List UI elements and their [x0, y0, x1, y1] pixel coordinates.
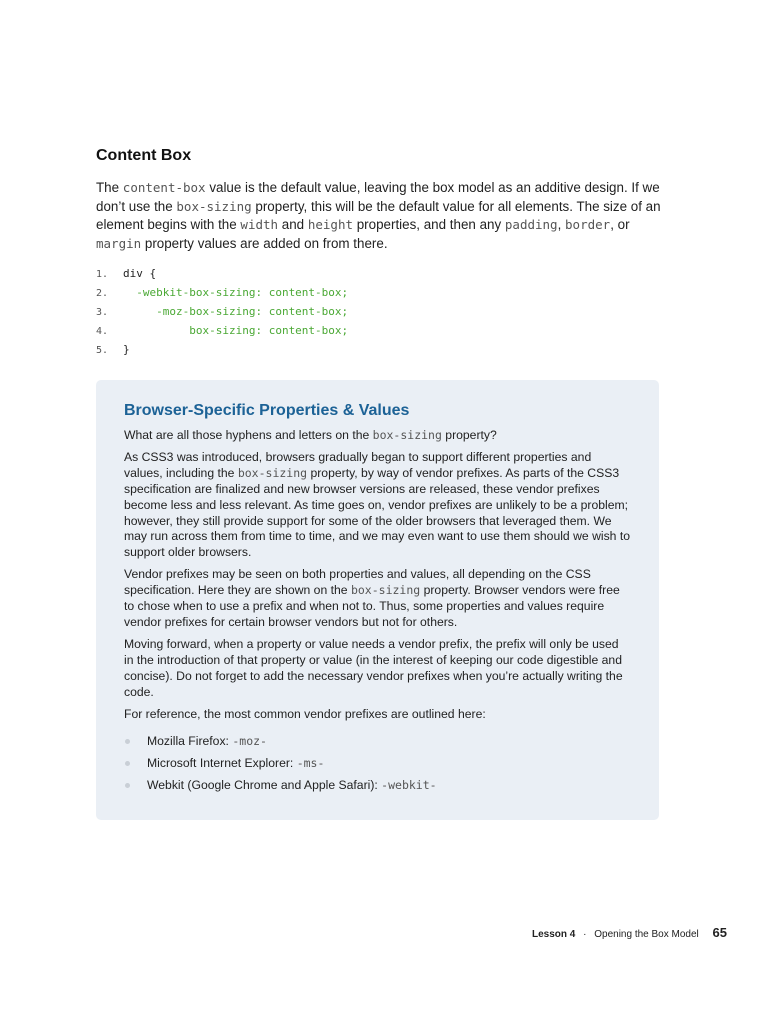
text-run: For reference, the most common vendor prefixes are outlined here:	[124, 706, 486, 721]
code-text: -moz-box-sizing: content-box;	[123, 305, 349, 318]
inline-code: box-sizing	[372, 428, 442, 442]
prefix-code: -webkit-	[381, 778, 437, 793]
inline-code: border	[565, 217, 611, 233]
text-run: Vendor prefixes may be seen on both properties and values, all depending on the CSS specification. Here they are shown on the	[124, 567, 591, 598]
code-line	[96, 302, 656, 321]
prefix-label: Mozilla Firefox:	[147, 734, 233, 749]
code-text: box-sizing: content-box;	[123, 324, 349, 337]
text-run: property, by way of vendor prefixes. As parts of the CSS3 specification are finalized and new browser versions are released, these vendor prefixes become less and less relevant. As time goes on, vendor prefixes are unlikely to be a problem; however, they still provide support for some of the older browsers that leveraged them. We may run across them from time to time, and we may even want to use them should we wish to support older browsers.	[124, 465, 630, 560]
vendor-prefix-item	[124, 730, 631, 752]
text-run: Moving forward, when a property or value needs a vendor prefix, the prefix will only be used in the introduction of that property or value (in the interest of keeping our code digestible and concise). Do not forget to add the necessary vendor prefixes when you’re actually writing the code.	[124, 636, 623, 699]
text-run: What are all those hyphens and letters on the	[124, 428, 373, 442]
sidebar-paragraph	[124, 637, 631, 701]
inline-code: box-sizing	[350, 583, 421, 598]
vendor-prefix-item	[124, 774, 631, 796]
text-run: property values are added on from there.	[141, 235, 388, 251]
line-number: 2.	[96, 288, 109, 299]
inline-code: padding	[504, 217, 558, 233]
line-number: 3.	[96, 307, 109, 318]
text-run: The	[96, 180, 123, 195]
footer-lesson: Lesson 4	[531, 929, 576, 940]
code-line	[96, 340, 656, 359]
text-run: property, this will be the default value for all elements. The size of an element begins with the	[96, 198, 661, 233]
bullet-icon	[125, 783, 130, 788]
text-run: , or	[610, 217, 630, 233]
bullet-icon	[125, 739, 130, 744]
sidebar-paragraph	[124, 428, 631, 444]
vendor-prefix-item	[124, 752, 631, 774]
text-run: property?	[441, 428, 497, 442]
vendor-prefix-list	[124, 730, 631, 796]
sidebar-paragraph	[124, 450, 631, 561]
text-run: As CSS3 was introduced, browsers gradually began to support different properties and values, including the	[124, 449, 592, 480]
inline-code: height	[307, 217, 354, 233]
line-number: 1.	[96, 269, 109, 280]
prefix-label: Microsoft Internet Explorer:	[147, 756, 297, 771]
inline-code: box-sizing	[237, 465, 308, 480]
sidebar-paragraph	[124, 567, 631, 631]
prefix-code: -moz-	[232, 734, 267, 749]
prefix-label: Webkit (Google Chrome and Apple Safari):	[147, 778, 382, 793]
inline-code: box-sizing	[176, 198, 252, 214]
bullet-icon	[125, 761, 130, 766]
code-text: }	[123, 343, 130, 356]
text-run: properties, and then any	[353, 217, 505, 233]
inline-code: margin	[96, 235, 142, 251]
sidebar-body	[124, 428, 631, 722]
page-footer	[532, 925, 727, 940]
footer-separator: ·	[583, 929, 587, 940]
code-block	[96, 264, 656, 359]
text-run: and	[278, 217, 308, 233]
intro-text	[96, 179, 674, 253]
code-line	[96, 264, 656, 283]
section-heading: Content Box	[96, 147, 192, 164]
code-line	[96, 283, 656, 302]
page-number: 65	[712, 925, 727, 940]
prefix-code: -ms-	[296, 756, 325, 771]
inline-code: width	[240, 217, 279, 233]
inline-code: content-box	[122, 180, 206, 195]
footer-chapter: Opening the Box Model	[594, 929, 699, 940]
sidebar-paragraph	[124, 707, 631, 723]
code-line	[96, 321, 656, 340]
intro-paragraph	[96, 179, 674, 253]
line-number: 4.	[96, 326, 109, 337]
sidebar-title: Browser-Specific Properties & Values	[124, 402, 410, 419]
text-run: property. Browser vendors were free to chose when to use a prefix and when not to. Thus, some properties and values require vendor prefixes for certain browser vendors but not for others.	[124, 583, 620, 629]
text-run: ,	[557, 217, 566, 233]
text-run: value is the default value, leaving the box model as an additive design. If we don’t use the	[96, 180, 660, 214]
code-text: div {	[123, 267, 157, 280]
code-text: -webkit-box-sizing: content-box;	[123, 286, 349, 299]
sidebar-note	[96, 380, 659, 820]
line-number: 5.	[96, 345, 109, 356]
